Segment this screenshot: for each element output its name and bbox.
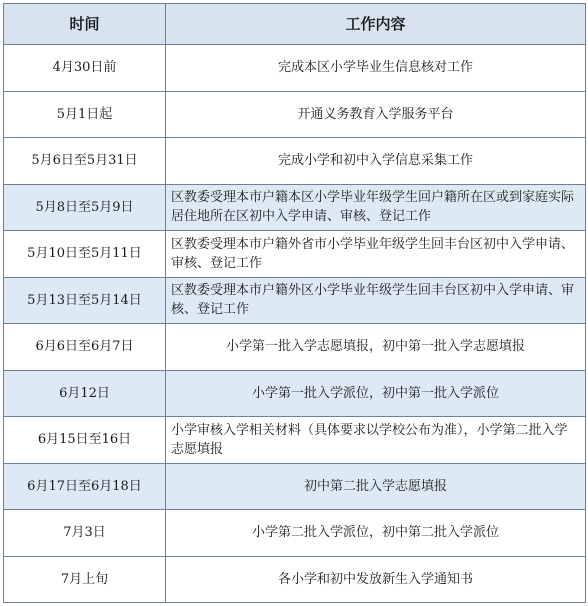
content-cell: 区教委受理本市户籍外区小学毕业年级学生回丰台区初中入学申请、审核、登记工作 xyxy=(166,277,586,324)
table-row xyxy=(4,370,586,417)
table-row xyxy=(4,324,586,371)
table-row xyxy=(4,45,586,92)
table-row xyxy=(4,231,586,278)
table-body xyxy=(4,45,586,603)
time-cell: 7月上旬 xyxy=(4,556,166,603)
time-cell: 6月15日至16日 xyxy=(4,417,166,464)
content-cell: 区教委受理本市户籍本区小学毕业年级学生回户籍所在区或到家庭实际居住地所在区初中入学申请、审核、登记工作 xyxy=(166,184,586,231)
time-cell: 4月30日前 xyxy=(4,45,166,92)
time-cell: 5月6日至5月31日 xyxy=(4,138,166,185)
table-row xyxy=(4,463,586,510)
time-cell: 5月13日至5月14日 xyxy=(4,277,166,324)
content-cell: 各小学和初中发放新生入学通知书 xyxy=(166,556,586,603)
header-time: 时间 xyxy=(4,4,166,45)
time-cell: 6月17日至6月18日 xyxy=(4,463,166,510)
time-cell: 5月8日至5月9日 xyxy=(4,184,166,231)
table-row xyxy=(4,91,586,138)
table-row xyxy=(4,556,586,603)
time-cell: 5月10日至5月11日 xyxy=(4,231,166,278)
content-cell: 区教委受理本市户籍外省市小学毕业年级学生回丰台区初中入学申请、审核、登记工作 xyxy=(166,231,586,278)
time-cell: 7月3日 xyxy=(4,510,166,557)
schedule-table-container xyxy=(3,3,585,603)
table-header xyxy=(4,4,586,45)
content-cell: 完成本区小学毕业生信息核对工作 xyxy=(166,45,586,92)
header-row xyxy=(4,4,586,45)
content-cell: 小学第二批入学派位，初中第二批入学派位 xyxy=(166,510,586,557)
table-row xyxy=(4,417,586,464)
enrollment-schedule-table xyxy=(3,3,586,603)
header-content: 工作内容 xyxy=(166,4,586,45)
time-cell: 6月12日 xyxy=(4,370,166,417)
time-cell: 6月6日至6月7日 xyxy=(4,324,166,371)
content-cell: 小学第一批入学派位，初中第一批入学派位 xyxy=(166,370,586,417)
content-cell: 小学审核入学相关材料（具体要求以学校公布为准），小学第二批入学志愿填报 xyxy=(166,417,586,464)
content-cell: 小学第一批入学志愿填报，初中第一批入学志愿填报 xyxy=(166,324,586,371)
content-cell: 完成小学和初中入学信息采集工作 xyxy=(166,138,586,185)
content-cell: 初中第二批入学志愿填报 xyxy=(166,463,586,510)
table-row xyxy=(4,277,586,324)
table-row xyxy=(4,184,586,231)
table-row xyxy=(4,510,586,557)
time-cell: 5月1日起 xyxy=(4,91,166,138)
content-cell: 开通义务教育入学服务平台 xyxy=(166,91,586,138)
table-row xyxy=(4,138,586,185)
